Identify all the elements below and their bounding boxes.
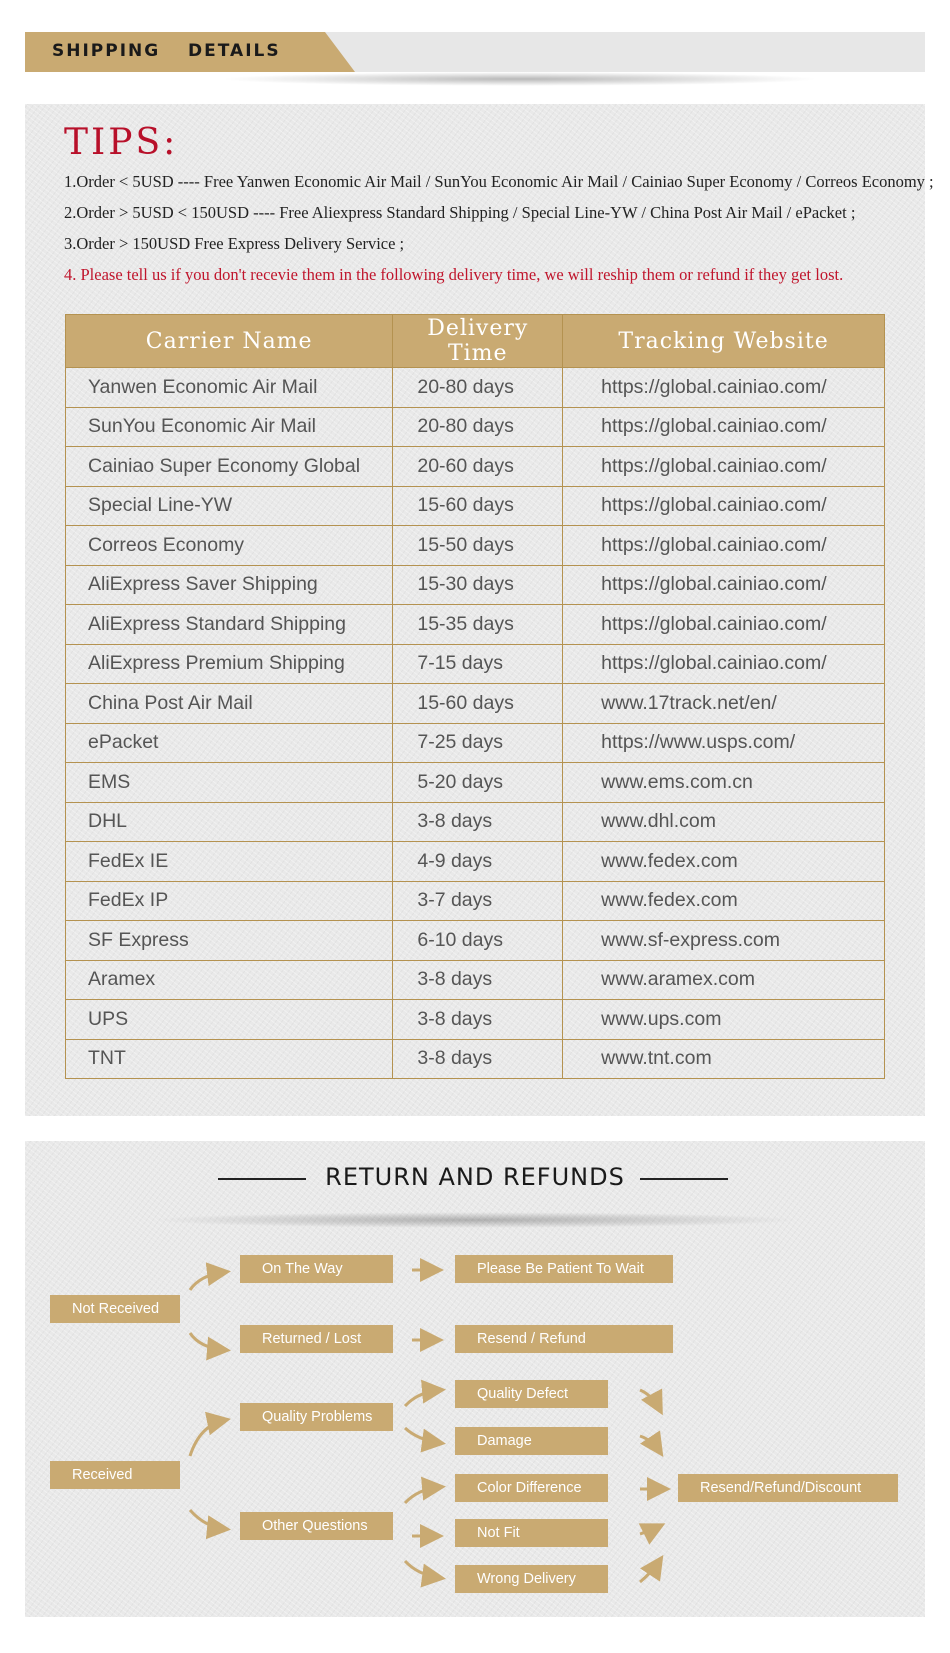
table-row xyxy=(66,763,885,803)
delivery-time-cell: 15-60 days xyxy=(393,486,563,526)
delivery-time-cell: 3-8 days xyxy=(393,1000,563,1040)
carrier-name-cell: AliExpress Saver Shipping xyxy=(66,565,393,605)
delivery-time-cell: 15-30 days xyxy=(393,565,563,605)
other-questions-box: Other Questions xyxy=(240,1512,393,1540)
returns-title-shadow xyxy=(150,1212,800,1228)
not-received-box: Not Received xyxy=(50,1295,180,1323)
table-row xyxy=(66,802,885,842)
tracking-website-cell: www.17track.net/en/ xyxy=(563,684,885,724)
delivery-time-cell: 15-50 days xyxy=(393,526,563,566)
tracking-website-cell: https://global.cainiao.com/ xyxy=(563,605,885,645)
table-row xyxy=(66,842,885,882)
wrong-delivery-box: Wrong Delivery xyxy=(455,1565,608,1593)
carrier-table xyxy=(65,314,885,1079)
carrier-name-cell: Special Line-YW xyxy=(66,486,393,526)
table-row xyxy=(66,407,885,447)
tracking-website-cell: www.fedex.com xyxy=(563,842,885,882)
delivery-time-cell: 3-8 days xyxy=(393,802,563,842)
tip-line-2: 2.Order > 5USD < 150USD ---- Free Aliexpress Standard Shipping / Special Line-YW / China Post Air Mail / ePacket ; xyxy=(64,203,856,222)
returns-title: RETURN AND REFUNDS xyxy=(325,1163,625,1191)
header-delivery-time: Delivery Time xyxy=(393,315,563,368)
quality-defect-box: Quality Defect xyxy=(455,1380,608,1408)
delivery-time-cell: 20-80 days xyxy=(393,368,563,408)
delivery-time-cell: 7-15 days xyxy=(393,644,563,684)
header-carrier-name: Carrier Name xyxy=(66,315,393,368)
delivery-time-cell: 20-60 days xyxy=(393,447,563,487)
table-row xyxy=(66,486,885,526)
quality-problems-box: Quality Problems xyxy=(240,1403,393,1431)
table-row xyxy=(66,881,885,921)
tracking-website-cell: https://global.cainiao.com/ xyxy=(563,565,885,605)
damage-box: Damage xyxy=(455,1427,608,1455)
delivery-time-cell: 6-10 days xyxy=(393,921,563,961)
table-row xyxy=(66,723,885,763)
not-fit-box: Not Fit xyxy=(455,1519,608,1547)
carrier-name-cell: FedEx IP xyxy=(66,881,393,921)
carrier-name-cell: China Post Air Mail xyxy=(66,684,393,724)
delivery-time-cell: 3-7 days xyxy=(393,881,563,921)
delivery-time-cell: 15-35 days xyxy=(393,605,563,645)
delivery-time-cell: 3-8 days xyxy=(393,960,563,1000)
carrier-name-cell: AliExpress Standard Shipping xyxy=(66,605,393,645)
header-tracking-website: Tracking Website xyxy=(563,315,885,368)
delivery-time-cell: 15-60 days xyxy=(393,684,563,724)
tips-title: TIPS: xyxy=(64,122,179,163)
color-difference-box: Color Difference xyxy=(455,1474,608,1502)
carrier-name-cell: EMS xyxy=(66,763,393,803)
table-row xyxy=(66,565,885,605)
received-box: Received xyxy=(50,1461,180,1489)
tracking-website-cell: www.dhl.com xyxy=(563,802,885,842)
tracking-website-cell: https://global.cainiao.com/ xyxy=(563,486,885,526)
carrier-name-cell: TNT xyxy=(66,1039,393,1079)
table-row xyxy=(66,960,885,1000)
returned-lost-box: Returned / Lost xyxy=(240,1325,393,1353)
carrier-name-cell: AliExpress Premium Shipping xyxy=(66,644,393,684)
carrier-name-cell: UPS xyxy=(66,1000,393,1040)
tip-line-1: 1.Order < 5USD ---- Free Yanwen Economic Air Mail / SunYou Economic Air Mail / Cainiao Super Economy / Correos Economy ; xyxy=(64,172,934,191)
section-title-shipping: SHIPPING DETAILS xyxy=(52,41,281,61)
carrier-name-cell: DHL xyxy=(66,802,393,842)
carrier-name-cell: Yanwen Economic Air Mail xyxy=(66,368,393,408)
on-the-way-box: On The Way xyxy=(240,1255,393,1283)
carrier-name-cell: Aramex xyxy=(66,960,393,1000)
table-row xyxy=(66,1039,885,1079)
carrier-name-cell: SF Express xyxy=(66,921,393,961)
carrier-name-cell: Cainiao Super Economy Global xyxy=(66,447,393,487)
tracking-website-cell: https://www.usps.com/ xyxy=(563,723,885,763)
table-row xyxy=(66,447,885,487)
carrier-name-cell: FedEx IE xyxy=(66,842,393,882)
tracking-website-cell: https://global.cainiao.com/ xyxy=(563,368,885,408)
tracking-website-cell: www.ups.com xyxy=(563,1000,885,1040)
tracking-website-cell: www.sf-express.com xyxy=(563,921,885,961)
tracking-website-cell: www.fedex.com xyxy=(563,881,885,921)
table-row xyxy=(66,921,885,961)
be-patient-box: Please Be Patient To Wait xyxy=(455,1255,673,1283)
delivery-time-cell: 3-8 days xyxy=(393,1039,563,1079)
carrier-name-cell: SunYou Economic Air Mail xyxy=(66,407,393,447)
table-row xyxy=(66,1000,885,1040)
table-row xyxy=(66,644,885,684)
tracking-website-cell: https://global.cainiao.com/ xyxy=(563,644,885,684)
tip-line-4: 4. Please tell us if you don't recevie them in the following delivery time, we will reship them or refund if they get lost. xyxy=(64,265,844,284)
table-header-row xyxy=(66,315,885,368)
table-row xyxy=(66,526,885,566)
table-row xyxy=(66,684,885,724)
table-row xyxy=(66,368,885,408)
delivery-time-cell: 20-80 days xyxy=(393,407,563,447)
carrier-name-cell: ePacket xyxy=(66,723,393,763)
tip-line-3: 3.Order > 150USD Free Express Delivery Service ; xyxy=(64,234,405,253)
header-shadow xyxy=(220,72,820,86)
tracking-website-cell: https://global.cainiao.com/ xyxy=(563,526,885,566)
carrier-name-cell: Correos Economy xyxy=(66,526,393,566)
delivery-time-cell: 4-9 days xyxy=(393,842,563,882)
tracking-website-cell: https://global.cainiao.com/ xyxy=(563,447,885,487)
resolution-box: Resend/Refund/Discount xyxy=(678,1474,898,1502)
tracking-website-cell: www.ems.com.cn xyxy=(563,763,885,803)
delivery-time-cell: 7-25 days xyxy=(393,723,563,763)
delivery-time-cell: 5-20 days xyxy=(393,763,563,803)
table-row xyxy=(66,605,885,645)
tracking-website-cell: www.aramex.com xyxy=(563,960,885,1000)
resend-refund-box: Resend / Refund xyxy=(455,1325,673,1353)
tracking-website-cell: https://global.cainiao.com/ xyxy=(563,407,885,447)
tracking-website-cell: www.tnt.com xyxy=(563,1039,885,1079)
